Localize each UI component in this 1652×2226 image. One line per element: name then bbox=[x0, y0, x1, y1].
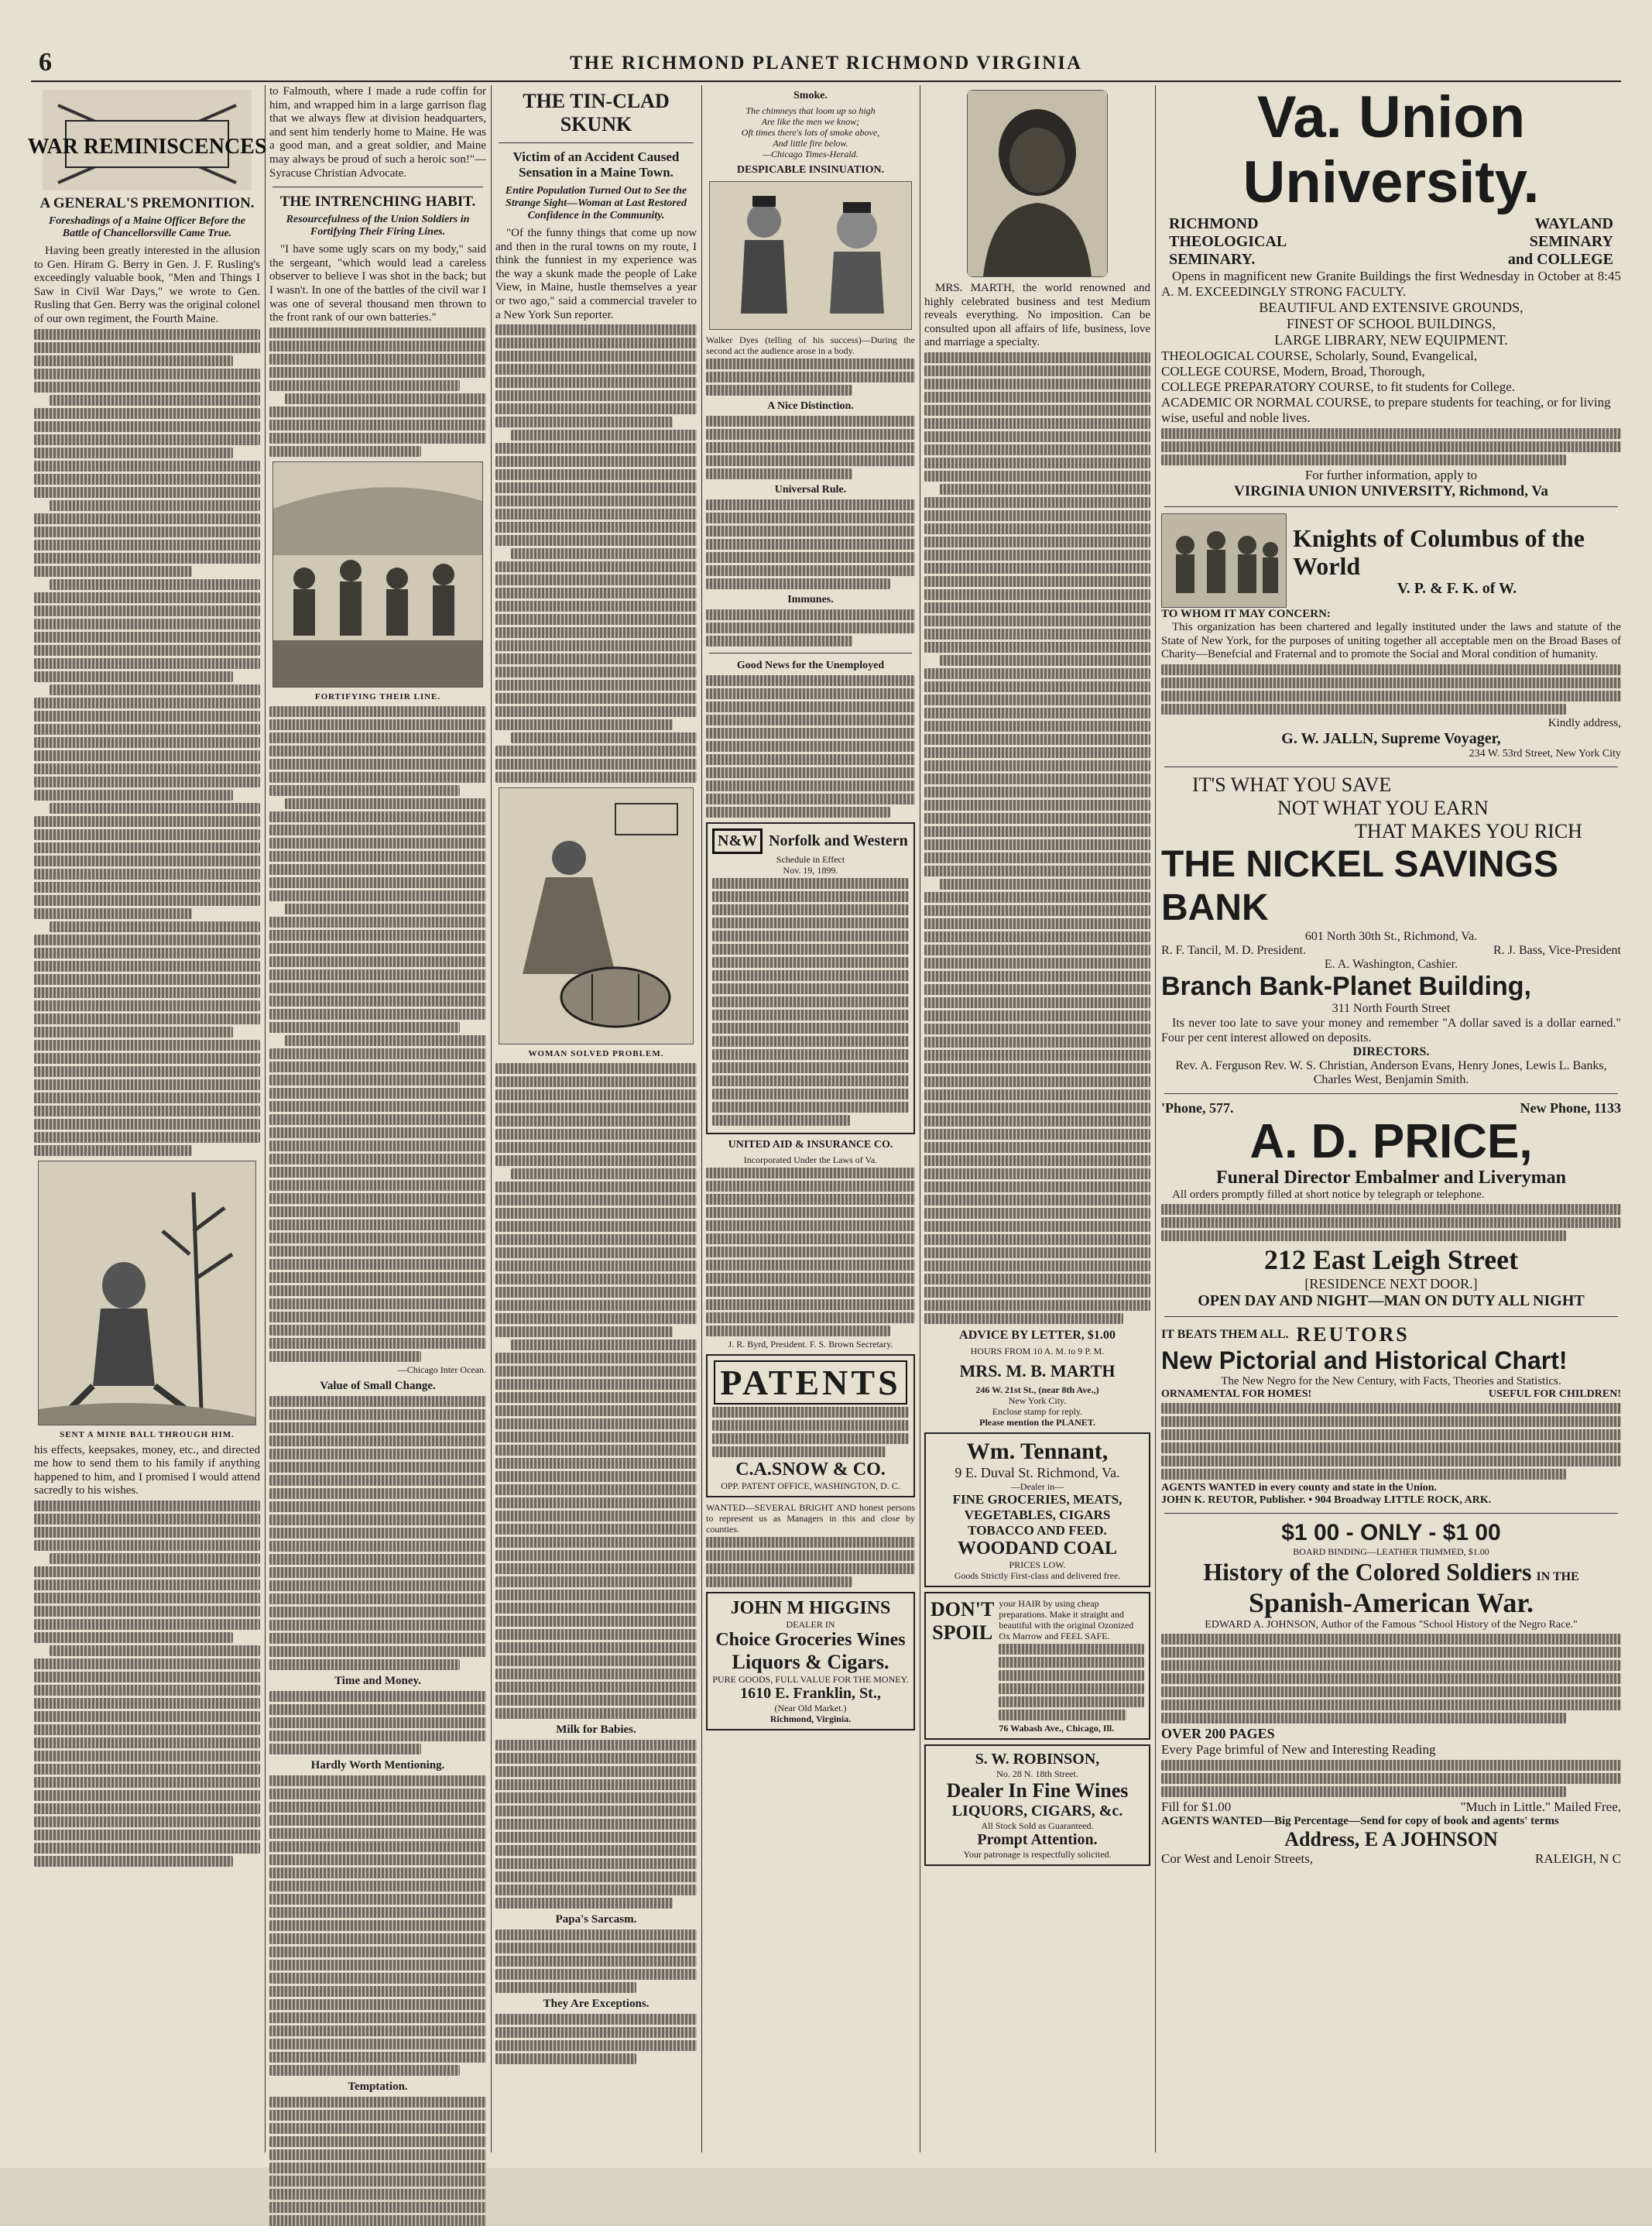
tennant-line3: TOBACCO AND FEED. bbox=[968, 1522, 1107, 1538]
nickel-president: R. F. Tancil, M. D. President. bbox=[1161, 943, 1307, 957]
book-agents: AGENTS WANTED—Big Percentage—Send for copy of book and agents' terms bbox=[1161, 1815, 1559, 1828]
knights-address: 234 W. 53rd Street, New York City bbox=[1469, 747, 1621, 760]
column-2 bbox=[269, 85, 486, 2152]
united-aid-officers: J. R. Byrd, President. F. S. Brown Secretary. bbox=[728, 1339, 893, 1350]
crossed-swords-icon bbox=[27, 90, 267, 190]
marth-advice: ADVICE BY LETTER, $1.00 bbox=[959, 1328, 1116, 1342]
article-body-lines bbox=[269, 1775, 486, 2076]
tennant-wood: WOODAND COAL bbox=[957, 1538, 1117, 1559]
robinson-name: S. W. ROBINSON, bbox=[975, 1750, 1100, 1768]
credit-line: —Chicago Inter Ocean. bbox=[397, 1363, 486, 1375]
higgins-tagline: PURE GOODS, FULL VALUE FOR THE MONEY. bbox=[712, 1674, 909, 1685]
knights-illustration bbox=[1161, 513, 1287, 608]
reutors-logo: REUTORS bbox=[1296, 1323, 1410, 1346]
reutors-title: New Pictorial and Historical Chart! bbox=[1161, 1346, 1568, 1375]
price-address: 212 East Leigh Street bbox=[1263, 1244, 1519, 1276]
higgins-address: 1610 E. Franklin, St., bbox=[740, 1685, 881, 1702]
reutors-ad bbox=[1161, 1323, 1621, 1507]
robinson-line1: Dealer In Fine Wines bbox=[946, 1778, 1129, 1802]
vuu-line3: FINEST OF SCHOOL BUILDINGS, bbox=[1286, 316, 1496, 331]
soldiers-firing-icon bbox=[273, 462, 482, 687]
caption-fortifying: FORTIFYING THEIR LINE. bbox=[314, 691, 441, 701]
nickel-cashier: E. A. Washington, Cashier. bbox=[1324, 957, 1458, 971]
patents-firm: C.A.SNOW & CO. bbox=[735, 1459, 886, 1480]
book-much: "Much in Little." Mailed Free, bbox=[1460, 1799, 1621, 1815]
headline-distinction: A Nice Distinction. bbox=[767, 400, 854, 412]
nickel-vp: R. J. Bass, Vice-President bbox=[1493, 943, 1621, 957]
nickel-l1: IT'S WHAT YOU SAVE bbox=[1192, 773, 1392, 796]
vuu-apply: For further information, apply to bbox=[1304, 468, 1478, 482]
vuu-line8: ACADEMIC OR NORMAL COURSE, to prepare students for teaching, or for living wise, useful and noble lives. bbox=[1161, 395, 1611, 425]
dont-body: your HAIR by using cheap preparations. Make it straight and beautiful with the original Ozonized Ox Marrow and FEEL SAFE. bbox=[999, 1597, 1134, 1641]
book-title-3: Spanish-American War. bbox=[1248, 1587, 1534, 1619]
tennant-line2: VEGETABLES, CIGARS bbox=[964, 1507, 1111, 1522]
dont-spoil-ad bbox=[924, 1592, 1150, 1740]
united-aid-title: UNITED AID & INSURANCE CO. bbox=[728, 1139, 893, 1151]
cartoon-caption: Walker Dyes (telling of his success)—During the second act the audience arose in a body. bbox=[706, 334, 915, 356]
column-4 bbox=[706, 85, 915, 2152]
vuu-l6: and COLLEGE bbox=[1507, 251, 1613, 268]
tennant-goods: Goods Strictly First-class and delivered free. bbox=[954, 1569, 1121, 1581]
nickel-address: 601 North 30th St., Richmond, Va. bbox=[1304, 929, 1478, 943]
vuu-title: Va. Union University. bbox=[1242, 84, 1540, 215]
column-5 bbox=[924, 85, 1150, 2152]
nickel-text: Its never too late to save your money and remember "A dollar saved is a dollar earned." Four per cent interest allowed on deposits. bbox=[1161, 1016, 1621, 1044]
article-body-lines bbox=[269, 1691, 486, 1754]
tennant-dealer: —Dealer in— bbox=[1010, 1480, 1064, 1492]
reutors-useful: USEFUL FOR CHILDREN! bbox=[1488, 1388, 1621, 1401]
soldier-in-snow-icon bbox=[39, 1161, 255, 1425]
nw-date: Nov. 19, 1899. bbox=[783, 865, 838, 876]
headline-unemployed: Good News for the Unemployed bbox=[736, 660, 885, 671]
battle-illustration bbox=[272, 461, 483, 688]
vuu-line2: BEAUTIFUL AND EXTENSIVE GROUNDS, bbox=[1259, 300, 1523, 315]
vuu-l1: RICHMOND bbox=[1169, 215, 1259, 232]
knights-name: G. W. JALLN, Supreme Voyager, bbox=[1281, 729, 1501, 747]
marth-city: New York City. bbox=[1008, 1394, 1067, 1406]
book-city: RALEIGH, N C bbox=[1535, 1851, 1621, 1867]
article-body-lines bbox=[495, 324, 697, 783]
group-figures-icon bbox=[1162, 514, 1286, 607]
two-gentlemen-icon bbox=[710, 182, 911, 329]
robinson-address: No. 28 N. 18th Street. bbox=[996, 1768, 1078, 1779]
price-sub: Funeral Director Embalmer and Liveryman bbox=[1216, 1167, 1566, 1188]
headline-immunes: Immunes. bbox=[787, 594, 834, 605]
reutors-agents: AGENTS WANTED in every county and state in the Union. bbox=[1161, 1482, 1438, 1494]
nickel-l2: NOT WHAT YOU EARN bbox=[1277, 796, 1489, 819]
header-art-text: WAR REMINISCENCES bbox=[27, 135, 267, 159]
book-price: $1 00 - ONLY - $1 00 bbox=[1281, 1520, 1501, 1546]
higgins-name: JOHN M HIGGINS bbox=[730, 1598, 891, 1618]
woman-rolling-barrel-icon bbox=[499, 788, 693, 1044]
column-rule bbox=[701, 85, 702, 2152]
robinson-line3: All Stock Sold as Guaranteed. bbox=[981, 1820, 1094, 1831]
knights-sub: V. P. & F. K. of W. bbox=[1397, 579, 1517, 597]
higgins-dealer: DEALER IN bbox=[786, 1619, 835, 1630]
subhead-2: Entire Population Turned Out to See the Strange Sight—Woman at Last Restored Confidence in the Community. bbox=[505, 185, 687, 221]
marth-address: 246 W. 21st St., (near 8th Ave.,) bbox=[975, 1384, 1099, 1395]
wanted-ad: WANTED—SEVERAL BRIGHT AND honest persons to represent us as Managers in this and close by counties. bbox=[706, 1502, 915, 1535]
article-body-lines bbox=[495, 2014, 697, 2064]
article-body: "Of the funny things that come up now and then in the rural towns on my route, I think the funniest in my experience was the way a skunk made the people of Lake View, in Maine, hustle themselves a year or two ago," said a commercial traveler to a New York Sun reporter. bbox=[495, 227, 697, 321]
vuu-ad bbox=[1161, 85, 1621, 500]
robinson-ad bbox=[924, 1744, 1150, 1866]
vuu-line5: THEOLOGICAL COURSE, Scholarly, Sound, Evangelical, bbox=[1161, 348, 1478, 363]
book-pages-2: Every Page brimful of New and Interesting Reading bbox=[1161, 1742, 1436, 1758]
continued-article: to Falmouth, where I made a rude coffin for him, and wrapped him in a large garrison flag that we always flew at division headquarters, and sent him tenderly home to Maine. He was a good man, and a great soldier, and Maine may always be proud of such a heroic son!"—Syracuse Christian Advocate. bbox=[269, 85, 486, 180]
article-body-lines bbox=[706, 609, 915, 647]
headline-exceptions: They Are Exceptions. bbox=[543, 1998, 649, 2011]
patents-ad bbox=[706, 1354, 915, 1497]
robinson-patron: Your patronage is respectfully solicited. bbox=[963, 1848, 1112, 1860]
headline-intrenching-habit: THE INTRENCHING HABIT. bbox=[279, 194, 476, 211]
nickel-branch: Branch Bank-Planet Building, bbox=[1161, 971, 1531, 1001]
subhead: Victim of an Accident Caused Sensation in a Maine Town. bbox=[512, 149, 680, 180]
book-title-1: History of the Colored Soldiers bbox=[1203, 1558, 1532, 1586]
headline-hardly-worth: Hardly Worth Mentioning. bbox=[310, 1758, 445, 1772]
masthead-title: THE RICHMOND PLANET RICHMOND VIRGINIA bbox=[569, 53, 1082, 74]
marth-hours: HOURS FROM 10 A. M. to 9 P. M. bbox=[970, 1345, 1105, 1357]
tennant-line1: FINE GROCERIES, MEATS, bbox=[952, 1491, 1122, 1507]
reutors-firm: JOHN K. REUTOR, Publisher. • 904 Broadway LITTLE ROCK, ARK. bbox=[1161, 1494, 1492, 1507]
portrait-illustration bbox=[967, 90, 1108, 277]
page-number: 6 bbox=[39, 48, 52, 77]
robinson-line2: LIQUORS, CIGARS, &c. bbox=[951, 1802, 1123, 1820]
book-fill: Fill for $1.00 bbox=[1161, 1799, 1232, 1815]
poem-title: Smoke. bbox=[793, 90, 828, 101]
book-author: EDWARD A. JOHNSON, Author of the Famous "School History of the Negro Race." bbox=[1205, 1619, 1578, 1631]
vuu-line6: COLLEGE COURSE, Modern, Broad, Thorough, bbox=[1161, 364, 1425, 379]
marth-mention: Please mention the PLANET. bbox=[979, 1416, 1095, 1428]
price-open: OPEN DAY AND NIGHT—MAN ON DUTY ALL NIGHT bbox=[1198, 1292, 1585, 1310]
headline-time-and-money: Time and Money. bbox=[334, 1674, 421, 1687]
cartoon-title: DESPICABLE INSINUATION. bbox=[736, 164, 885, 176]
column-rule bbox=[1155, 85, 1156, 2152]
vuu-l2: WAYLAND bbox=[1534, 215, 1613, 232]
marth-ad-lines bbox=[924, 352, 1150, 1324]
marth-stamp: Enclose stamp for reply. bbox=[992, 1405, 1083, 1417]
vuu-l4: SEMINARY bbox=[1529, 233, 1613, 250]
poem-text: The chimneys that loom up so high Are like the men we know; Oft times there's lots of smoke above, And little fire below. —Chicago Times-Herald. bbox=[741, 105, 880, 159]
headline-temptation: Temptation. bbox=[348, 2080, 408, 2093]
woman-barrel-illustration bbox=[499, 787, 694, 1044]
soldier-illustration bbox=[38, 1161, 256, 1425]
article-body-lines bbox=[495, 1063, 697, 1719]
tennant-name: Wm. Tennant, bbox=[966, 1438, 1109, 1464]
vuu-line7: COLLEGE PREPARATORY COURSE, to fit students for College. bbox=[1161, 379, 1515, 394]
article-body-lines bbox=[269, 706, 486, 1362]
column-rule bbox=[265, 85, 266, 2152]
column-1 bbox=[27, 85, 267, 2152]
price-funeral-ad bbox=[1161, 1100, 1621, 1311]
higgins-city: Richmond, Virginia. bbox=[769, 1713, 852, 1724]
article-body-lines bbox=[34, 329, 260, 1156]
article-body-lines bbox=[706, 675, 915, 818]
knights-to: TO WHOM IT MAY CONCERN: bbox=[1161, 608, 1331, 620]
price-text: All orders promptly filled at short notice by telegraph or telephone. bbox=[1172, 1188, 1485, 1201]
reutors-ornamental: ORNAMENTAL FOR HOMES! bbox=[1161, 1388, 1312, 1401]
price-new-phone: New Phone, 1133 bbox=[1520, 1099, 1621, 1116]
war-reminiscences-art bbox=[27, 90, 267, 190]
marth-ad-body: MRS. MARTH, the world renowned and highly celebrated business and test Medium reveals everything. No imposition. Can be consulted upon all affairs of life, business, love and marriage a specialty. bbox=[924, 282, 1150, 349]
article-lead: Having been greatly interested in the allusion to Gen. Hiram G. Berry in Gen. J. F. Rusling's exceedingly valuable book, "Men and Things I Saw in Civil War Days," we wrote to Gen. Rusling that Gen. Berry was the original colonel of our own regiment, the Fourth Maine. bbox=[34, 245, 260, 325]
article-body-lines bbox=[269, 328, 486, 457]
knights-ad bbox=[1161, 513, 1621, 760]
price-phone: 'Phone, 577. bbox=[1161, 1099, 1234, 1116]
article-closing: his effects, keepsakes, money, etc., and directed me how to send them to his family if anything happened to him, and I promised I would attend sacredly to his wishes. bbox=[34, 1443, 260, 1497]
tennant-address: 9 E. Duval St. Richmond, Va. bbox=[955, 1464, 1120, 1480]
article-body-lines bbox=[706, 358, 915, 396]
article-body-lines bbox=[495, 1740, 697, 1909]
united-aid-sub: Incorporated Under the Laws of Va. bbox=[743, 1154, 878, 1165]
knights-body: This organization has been chartered and legally instituted under the laws and statute of the State of New York, for the purposes of uniting together all acceptable men on the Broad Bases of Charity—Benefcial and Fraternal and to promote the Social and Moral condition of humanity. bbox=[1161, 621, 1621, 661]
nickel-directors: Rev. A. Ferguson Rev. W. S. Christian, Anderson Evans, Henry Jones, Lewis L. Banks, Charles West, Benjamin Smith. bbox=[1175, 1058, 1607, 1086]
dont-address: 76 Wabash Ave., Chicago, Ill. bbox=[999, 1722, 1115, 1734]
headline-small-change: Value of Small Change. bbox=[320, 1379, 436, 1392]
column-6 bbox=[1161, 85, 1621, 2152]
nickel-l3: THAT MAKES YOU RICH bbox=[1355, 819, 1582, 842]
marth-name: MRS. M. B. MARTH bbox=[959, 1360, 1116, 1381]
higgins-ad bbox=[706, 1592, 915, 1730]
nickel-name: THE NICKEL SAVINGS BANK bbox=[1161, 843, 1558, 928]
column-rule bbox=[491, 85, 492, 2152]
masthead bbox=[31, 45, 1621, 82]
subhead: Foreshadings of a Maine Officer Before the Battle of Chancellorsville Came True. bbox=[48, 215, 246, 239]
book-address: Address, E A JOHNSON bbox=[1284, 1828, 1498, 1851]
book-title-2: IN THE bbox=[1536, 1570, 1579, 1584]
vuu-line4: LARGE LIBRARY, NEW EQUIPMENT. bbox=[1274, 332, 1508, 348]
vuu-name: VIRGINIA UNION UNIVERSITY, Richmond, Va bbox=[1234, 483, 1548, 499]
column-3 bbox=[495, 85, 697, 2152]
reutors-beats: IT BEATS THEM ALL. bbox=[1161, 1328, 1289, 1342]
article-body-lines bbox=[706, 416, 915, 479]
subhead: Resourcefulness of the Union Soldiers in Fortifying Their Firing Lines. bbox=[286, 214, 470, 238]
spoil-text: SPOIL bbox=[932, 1621, 993, 1644]
headline-generals-premonition: A GENERAL'S PREMONITION. bbox=[39, 195, 255, 211]
patents-address: OPP. PATENT OFFICE, WASHINGTON, D. C. bbox=[721, 1480, 900, 1491]
nickel-directors-head: DIRECTORS. bbox=[1352, 1044, 1430, 1058]
nickel-branch-address: 311 North Fourth Street bbox=[1332, 1001, 1451, 1015]
norfolk-western-ad bbox=[706, 822, 915, 1134]
dont-text: DON'T bbox=[931, 1597, 995, 1621]
nw-name: Norfolk and Western bbox=[769, 832, 908, 849]
nickel-bank-ad bbox=[1161, 773, 1621, 1087]
book-binding: BOARD BINDING—LEATHER TRIMMED, $1.00 bbox=[1293, 1546, 1489, 1558]
article-body-lines bbox=[706, 499, 915, 589]
headline-tin-clad-skunk: THE TIN-CLAD SKUNK bbox=[523, 90, 670, 135]
book-pages: OVER 200 PAGES bbox=[1161, 1726, 1275, 1742]
article-body: "I have some ugly scars on my body," said the sergeant, "which would lead a careless observer to believe I was shot in the back; but I wasn't. In one of the battles of the civil war I was one of several thousand men thrown to the front rank of our own batteries." bbox=[269, 243, 486, 324]
price-name: A. D. PRICE, bbox=[1249, 1114, 1533, 1168]
nw-schedule: Schedule in Effect bbox=[776, 854, 845, 865]
article-body-lines bbox=[269, 2097, 486, 2226]
cartoon-illustration bbox=[709, 181, 912, 330]
vuu-l3: THEOLOGICAL bbox=[1169, 233, 1287, 250]
vuu-l5: SEMINARY. bbox=[1169, 251, 1256, 268]
tennant-prices: PRICES LOW. bbox=[1009, 1559, 1066, 1570]
reutors-sub: The New Negro for the New Century, with Facts, Theories and Statistics. bbox=[1221, 1375, 1561, 1388]
article-continued-lines bbox=[34, 1501, 260, 1867]
price-residence: [RESIDENCE NEXT DOOR.] bbox=[1304, 1276, 1478, 1292]
article-body-lines bbox=[269, 1396, 486, 1670]
headline-universal-rule: Universal Rule. bbox=[774, 484, 847, 496]
headline-papas-sarcasm: Papa's Sarcasm. bbox=[555, 1913, 637, 1926]
book-corner: Cor West and Lenoir Streets, bbox=[1161, 1851, 1314, 1867]
higgins-line1: Choice Groceries Wines bbox=[715, 1630, 906, 1650]
tennant-ad bbox=[924, 1432, 1150, 1587]
history-book-ad bbox=[1161, 1520, 1621, 1867]
article-body-lines bbox=[495, 1929, 697, 1993]
knights-title: Knights of Columbus of the World bbox=[1293, 523, 1585, 580]
higgins-line2: Liquors & Cigars. bbox=[732, 1651, 889, 1673]
higgins-near: (Near Old Market.) bbox=[774, 1703, 847, 1713]
nw-logo: N&W bbox=[712, 828, 763, 854]
headline-milk-for-babies: Milk for Babies. bbox=[556, 1724, 636, 1737]
vuu-text: Opens in magnificent new Granite Buildings the first Wednesday in October at 8:45 A. M. EXCEEDINGLY STRONG FACULTY. bbox=[1161, 269, 1621, 299]
knights-regards: Kindly address, bbox=[1547, 716, 1621, 729]
caption-minie-ball: SENT A MINIE BALL THROUGH HIM. bbox=[60, 1429, 235, 1439]
caption-woman-solved: WOMAN SOLVED PROBLEM. bbox=[528, 1049, 664, 1059]
portrait-icon bbox=[968, 91, 1107, 276]
robinson-prompt: Prompt Attention. bbox=[977, 1830, 1098, 1848]
patents-title: PATENTS bbox=[714, 1360, 907, 1405]
